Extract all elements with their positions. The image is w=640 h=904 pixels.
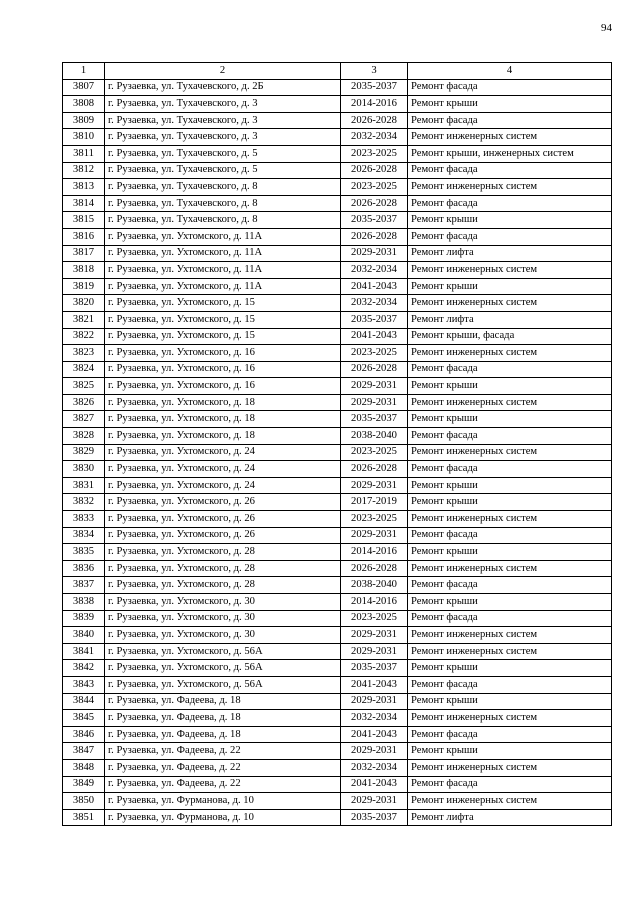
period-cell: 2029-2031 — [341, 743, 408, 760]
address-cell: г. Рузаевка, ул. Ухтомского, д. 11А — [105, 245, 341, 262]
address-cell: г. Рузаевка, ул. Ухтомского, д. 28 — [105, 577, 341, 594]
address-cell: г. Рузаевка, ул. Ухтомского, д. 18 — [105, 411, 341, 428]
row-number-cell: 3842 — [63, 660, 105, 677]
address-cell: г. Рузаевка, ул. Тухачевского, д. 3 — [105, 96, 341, 113]
table-row — [63, 278, 612, 295]
column-header: 4 — [408, 63, 612, 80]
period-cell: 2032-2034 — [341, 710, 408, 727]
address-cell: г. Рузаевка, ул. Ухтомского, д. 18 — [105, 394, 341, 411]
address-cell: г. Рузаевка, ул. Ухтомского, д. 16 — [105, 361, 341, 378]
row-number-cell: 3816 — [63, 228, 105, 245]
work-type-cell: Ремонт инженерных систем — [408, 295, 612, 312]
row-number-cell: 3828 — [63, 428, 105, 445]
table-row — [63, 809, 612, 826]
row-number-cell: 3814 — [63, 195, 105, 212]
table-row — [63, 743, 612, 760]
period-cell: 2026-2028 — [341, 560, 408, 577]
table-row — [63, 96, 612, 113]
work-type-cell: Ремонт крыши, инженерных систем — [408, 145, 612, 162]
address-cell: г. Рузаевка, ул. Ухтомского, д. 30 — [105, 627, 341, 644]
row-number-cell: 3848 — [63, 759, 105, 776]
table-row — [63, 311, 612, 328]
work-type-cell: Ремонт крыши — [408, 378, 612, 395]
repair-schedule-table — [62, 62, 612, 826]
work-type-cell: Ремонт лифта — [408, 245, 612, 262]
period-cell: 2041-2043 — [341, 726, 408, 743]
row-number-cell: 3836 — [63, 560, 105, 577]
address-cell: г. Рузаевка, ул. Ухтомского, д. 28 — [105, 544, 341, 561]
row-number-cell: 3833 — [63, 511, 105, 528]
row-number-cell: 3835 — [63, 544, 105, 561]
row-number-cell: 3825 — [63, 378, 105, 395]
work-type-cell: Ремонт лифта — [408, 809, 612, 826]
row-number-cell: 3839 — [63, 610, 105, 627]
work-type-cell: Ремонт крыши — [408, 693, 612, 710]
address-cell: г. Рузаевка, ул. Ухтомского, д. 56А — [105, 676, 341, 693]
period-cell: 2029-2031 — [341, 527, 408, 544]
work-type-cell: Ремонт крыши — [408, 96, 612, 113]
table-row — [63, 79, 612, 96]
row-number-cell: 3843 — [63, 676, 105, 693]
address-cell: г. Рузаевка, ул. Фадеева, д. 22 — [105, 776, 341, 793]
work-type-cell: Ремонт инженерных систем — [408, 129, 612, 146]
period-cell: 2032-2034 — [341, 262, 408, 279]
work-type-cell: Ремонт крыши — [408, 743, 612, 760]
row-number-cell: 3818 — [63, 262, 105, 279]
row-number-cell: 3829 — [63, 444, 105, 461]
address-cell: г. Рузаевка, ул. Ухтомского, д. 56А — [105, 660, 341, 677]
work-type-cell: Ремонт фасада — [408, 461, 612, 478]
address-cell: г. Рузаевка, ул. Ухтомского, д. 16 — [105, 345, 341, 362]
table-row — [63, 676, 612, 693]
row-number-cell: 3837 — [63, 577, 105, 594]
table-row — [63, 477, 612, 494]
table-row — [63, 212, 612, 229]
table-row — [63, 627, 612, 644]
work-type-cell: Ремонт крыши — [408, 212, 612, 229]
address-cell: г. Рузаевка, ул. Ухтомского, д. 15 — [105, 295, 341, 312]
work-type-cell: Ремонт крыши — [408, 660, 612, 677]
row-number-cell: 3821 — [63, 311, 105, 328]
work-type-cell: Ремонт крыши, фасада — [408, 328, 612, 345]
work-type-cell: Ремонт фасада — [408, 610, 612, 627]
period-cell: 2026-2028 — [341, 162, 408, 179]
address-cell: г. Рузаевка, ул. Фурманова, д. 10 — [105, 793, 341, 810]
work-type-cell: Ремонт инженерных систем — [408, 511, 612, 528]
table-row — [63, 560, 612, 577]
address-cell: г. Рузаевка, ул. Фадеева, д. 18 — [105, 726, 341, 743]
address-cell: г. Рузаевка, ул. Ухтомского, д. 26 — [105, 527, 341, 544]
row-number-cell: 3813 — [63, 179, 105, 196]
table-row — [63, 361, 612, 378]
address-cell: г. Рузаевка, ул. Тухачевского, д. 3 — [105, 129, 341, 146]
work-type-cell: Ремонт инженерных систем — [408, 710, 612, 727]
work-type-cell: Ремонт фасада — [408, 428, 612, 445]
work-type-cell: Ремонт инженерных систем — [408, 444, 612, 461]
period-cell: 2029-2031 — [341, 394, 408, 411]
table-row — [63, 262, 612, 279]
work-type-cell: Ремонт фасада — [408, 195, 612, 212]
address-cell: г. Рузаевка, ул. Фадеева, д. 22 — [105, 759, 341, 776]
table-row — [63, 112, 612, 129]
address-cell: г. Рузаевка, ул. Ухтомского, д. 30 — [105, 610, 341, 627]
row-number-cell: 3810 — [63, 129, 105, 146]
work-type-cell: Ремонт фасада — [408, 112, 612, 129]
period-cell: 2041-2043 — [341, 676, 408, 693]
table-row — [63, 428, 612, 445]
period-cell: 2035-2037 — [341, 212, 408, 229]
table-row — [63, 195, 612, 212]
address-cell: г. Рузаевка, ул. Ухтомского, д. 15 — [105, 311, 341, 328]
period-cell: 2029-2031 — [341, 477, 408, 494]
address-cell: г. Рузаевка, ул. Ухтомского, д. 11А — [105, 278, 341, 295]
work-type-cell: Ремонт инженерных систем — [408, 793, 612, 810]
period-cell: 2023-2025 — [341, 444, 408, 461]
work-type-cell: Ремонт фасада — [408, 79, 612, 96]
period-cell: 2041-2043 — [341, 278, 408, 295]
column-header: 2 — [105, 63, 341, 80]
work-type-cell: Ремонт крыши — [408, 477, 612, 494]
row-number-cell: 3844 — [63, 693, 105, 710]
address-cell: г. Рузаевка, ул. Фадеева, д. 22 — [105, 743, 341, 760]
period-cell: 2026-2028 — [341, 461, 408, 478]
work-type-cell: Ремонт инженерных систем — [408, 262, 612, 279]
table-row — [63, 544, 612, 561]
row-number-cell: 3815 — [63, 212, 105, 229]
period-cell: 2014-2016 — [341, 96, 408, 113]
address-cell: г. Рузаевка, ул. Ухтомского, д. 11А — [105, 228, 341, 245]
table-row — [63, 610, 612, 627]
work-type-cell: Ремонт фасада — [408, 676, 612, 693]
address-cell: г. Рузаевка, ул. Ухтомского, д. 24 — [105, 477, 341, 494]
table-row — [63, 411, 612, 428]
period-cell: 2023-2025 — [341, 145, 408, 162]
address-cell: г. Рузаевка, ул. Ухтомского, д. 56А — [105, 643, 341, 660]
row-number-cell: 3819 — [63, 278, 105, 295]
address-cell: г. Рузаевка, ул. Ухтомского, д. 26 — [105, 494, 341, 511]
address-cell: г. Рузаевка, ул. Тухачевского, д. 2Б — [105, 79, 341, 96]
period-cell: 2014-2016 — [341, 594, 408, 611]
table-row — [63, 511, 612, 528]
row-number-cell: 3845 — [63, 710, 105, 727]
address-cell: г. Рузаевка, ул. Фадеева, д. 18 — [105, 693, 341, 710]
period-cell: 2029-2031 — [341, 693, 408, 710]
row-number-cell: 3841 — [63, 643, 105, 660]
address-cell: г. Рузаевка, ул. Ухтомского, д. 11А — [105, 262, 341, 279]
work-type-cell: Ремонт инженерных систем — [408, 560, 612, 577]
period-cell: 2029-2031 — [341, 643, 408, 660]
address-cell: г. Рузаевка, ул. Ухтомского, д. 28 — [105, 560, 341, 577]
work-type-cell: Ремонт инженерных систем — [408, 394, 612, 411]
row-number-cell: 3809 — [63, 112, 105, 129]
table-row — [63, 594, 612, 611]
period-cell: 2014-2016 — [341, 544, 408, 561]
work-type-cell: Ремонт крыши — [408, 594, 612, 611]
row-number-cell: 3820 — [63, 295, 105, 312]
work-type-cell: Ремонт фасада — [408, 361, 612, 378]
address-cell: г. Рузаевка, ул. Ухтомского, д. 18 — [105, 428, 341, 445]
row-number-cell: 3817 — [63, 245, 105, 262]
table-row — [63, 461, 612, 478]
table-row — [63, 245, 612, 262]
period-cell: 2026-2028 — [341, 195, 408, 212]
table-row — [63, 394, 612, 411]
table-row — [63, 378, 612, 395]
table-row — [63, 179, 612, 196]
address-cell: г. Рузаевка, ул. Ухтомского, д. 15 — [105, 328, 341, 345]
work-type-cell: Ремонт инженерных систем — [408, 627, 612, 644]
row-number-cell: 3811 — [63, 145, 105, 162]
period-cell: 2035-2037 — [341, 79, 408, 96]
work-type-cell: Ремонт фасада — [408, 776, 612, 793]
row-number-cell: 3849 — [63, 776, 105, 793]
work-type-cell: Ремонт лифта — [408, 311, 612, 328]
address-cell: г. Рузаевка, ул. Тухачевского, д. 5 — [105, 162, 341, 179]
row-number-cell: 3808 — [63, 96, 105, 113]
period-cell: 2032-2034 — [341, 295, 408, 312]
row-number-cell: 3846 — [63, 726, 105, 743]
table-row — [63, 494, 612, 511]
row-number-cell: 3826 — [63, 394, 105, 411]
page-number: 94 — [601, 22, 612, 34]
table-row — [63, 726, 612, 743]
address-cell: г. Рузаевка, ул. Тухачевского, д. 8 — [105, 195, 341, 212]
table-row — [63, 793, 612, 810]
table-row — [63, 162, 612, 179]
address-cell: г. Рузаевка, ул. Тухачевского, д. 8 — [105, 212, 341, 229]
work-type-cell: Ремонт фасада — [408, 228, 612, 245]
period-cell: 2032-2034 — [341, 129, 408, 146]
period-cell: 2023-2025 — [341, 179, 408, 196]
period-cell: 2029-2031 — [341, 245, 408, 262]
address-cell: г. Рузаевка, ул. Ухтомского, д. 30 — [105, 594, 341, 611]
period-cell: 2035-2037 — [341, 660, 408, 677]
period-cell: 2035-2037 — [341, 411, 408, 428]
period-cell: 2026-2028 — [341, 361, 408, 378]
address-cell: г. Рузаевка, ул. Фурманова, д. 10 — [105, 809, 341, 826]
period-cell: 2038-2040 — [341, 577, 408, 594]
table-row — [63, 145, 612, 162]
work-type-cell: Ремонт крыши — [408, 544, 612, 561]
address-cell: г. Рузаевка, ул. Ухтомского, д. 16 — [105, 378, 341, 395]
period-cell: 2023-2025 — [341, 610, 408, 627]
period-cell: 2041-2043 — [341, 328, 408, 345]
row-number-cell: 3827 — [63, 411, 105, 428]
work-type-cell: Ремонт крыши — [408, 494, 612, 511]
row-number-cell: 3812 — [63, 162, 105, 179]
table-row — [63, 643, 612, 660]
address-cell: г. Рузаевка, ул. Фадеева, д. 18 — [105, 710, 341, 727]
work-type-cell: Ремонт инженерных систем — [408, 643, 612, 660]
table-row — [63, 776, 612, 793]
work-type-cell: Ремонт фасада — [408, 162, 612, 179]
table-row — [63, 693, 612, 710]
work-type-cell: Ремонт фасада — [408, 527, 612, 544]
row-number-cell: 3824 — [63, 361, 105, 378]
period-cell: 2023-2025 — [341, 345, 408, 362]
table-row — [63, 129, 612, 146]
period-cell: 2035-2037 — [341, 809, 408, 826]
address-cell: г. Рузаевка, ул. Тухачевского, д. 8 — [105, 179, 341, 196]
period-cell: 2029-2031 — [341, 627, 408, 644]
work-type-cell: Ремонт инженерных систем — [408, 179, 612, 196]
address-cell: г. Рузаевка, ул. Тухачевского, д. 5 — [105, 145, 341, 162]
table-row — [63, 345, 612, 362]
period-cell: 2026-2028 — [341, 112, 408, 129]
work-type-cell: Ремонт крыши — [408, 278, 612, 295]
table-row — [63, 295, 612, 312]
period-cell: 2029-2031 — [341, 378, 408, 395]
period-cell: 2023-2025 — [341, 511, 408, 528]
row-number-cell: 3847 — [63, 743, 105, 760]
table-row — [63, 710, 612, 727]
period-cell: 2017-2019 — [341, 494, 408, 511]
period-cell: 2041-2043 — [341, 776, 408, 793]
table-row — [63, 577, 612, 594]
work-type-cell: Ремонт крыши — [408, 411, 612, 428]
column-header: 1 — [63, 63, 105, 80]
address-cell: г. Рузаевка, ул. Ухтомского, д. 24 — [105, 461, 341, 478]
address-cell: г. Рузаевка, ул. Тухачевского, д. 3 — [105, 112, 341, 129]
column-header: 3 — [341, 63, 408, 80]
period-cell: 2032-2034 — [341, 759, 408, 776]
period-cell: 2035-2037 — [341, 311, 408, 328]
row-number-cell: 3840 — [63, 627, 105, 644]
row-number-cell: 3851 — [63, 809, 105, 826]
work-type-cell: Ремонт фасада — [408, 577, 612, 594]
row-number-cell: 3807 — [63, 79, 105, 96]
period-cell: 2029-2031 — [341, 793, 408, 810]
row-number-cell: 3831 — [63, 477, 105, 494]
table-row — [63, 228, 612, 245]
table-row — [63, 444, 612, 461]
table-row — [63, 527, 612, 544]
work-type-cell: Ремонт инженерных систем — [408, 345, 612, 362]
row-number-cell: 3832 — [63, 494, 105, 511]
table-row — [63, 328, 612, 345]
address-cell: г. Рузаевка, ул. Ухтомского, д. 26 — [105, 511, 341, 528]
table-row — [63, 660, 612, 677]
row-number-cell: 3850 — [63, 793, 105, 810]
row-number-cell: 3830 — [63, 461, 105, 478]
period-cell: 2026-2028 — [341, 228, 408, 245]
row-number-cell: 3838 — [63, 594, 105, 611]
period-cell: 2038-2040 — [341, 428, 408, 445]
row-number-cell: 3823 — [63, 345, 105, 362]
table-header-row — [63, 63, 612, 80]
table-row — [63, 759, 612, 776]
row-number-cell: 3834 — [63, 527, 105, 544]
work-type-cell: Ремонт инженерных систем — [408, 759, 612, 776]
row-number-cell: 3822 — [63, 328, 105, 345]
work-type-cell: Ремонт фасада — [408, 726, 612, 743]
table-body — [63, 79, 612, 826]
address-cell: г. Рузаевка, ул. Ухтомского, д. 24 — [105, 444, 341, 461]
